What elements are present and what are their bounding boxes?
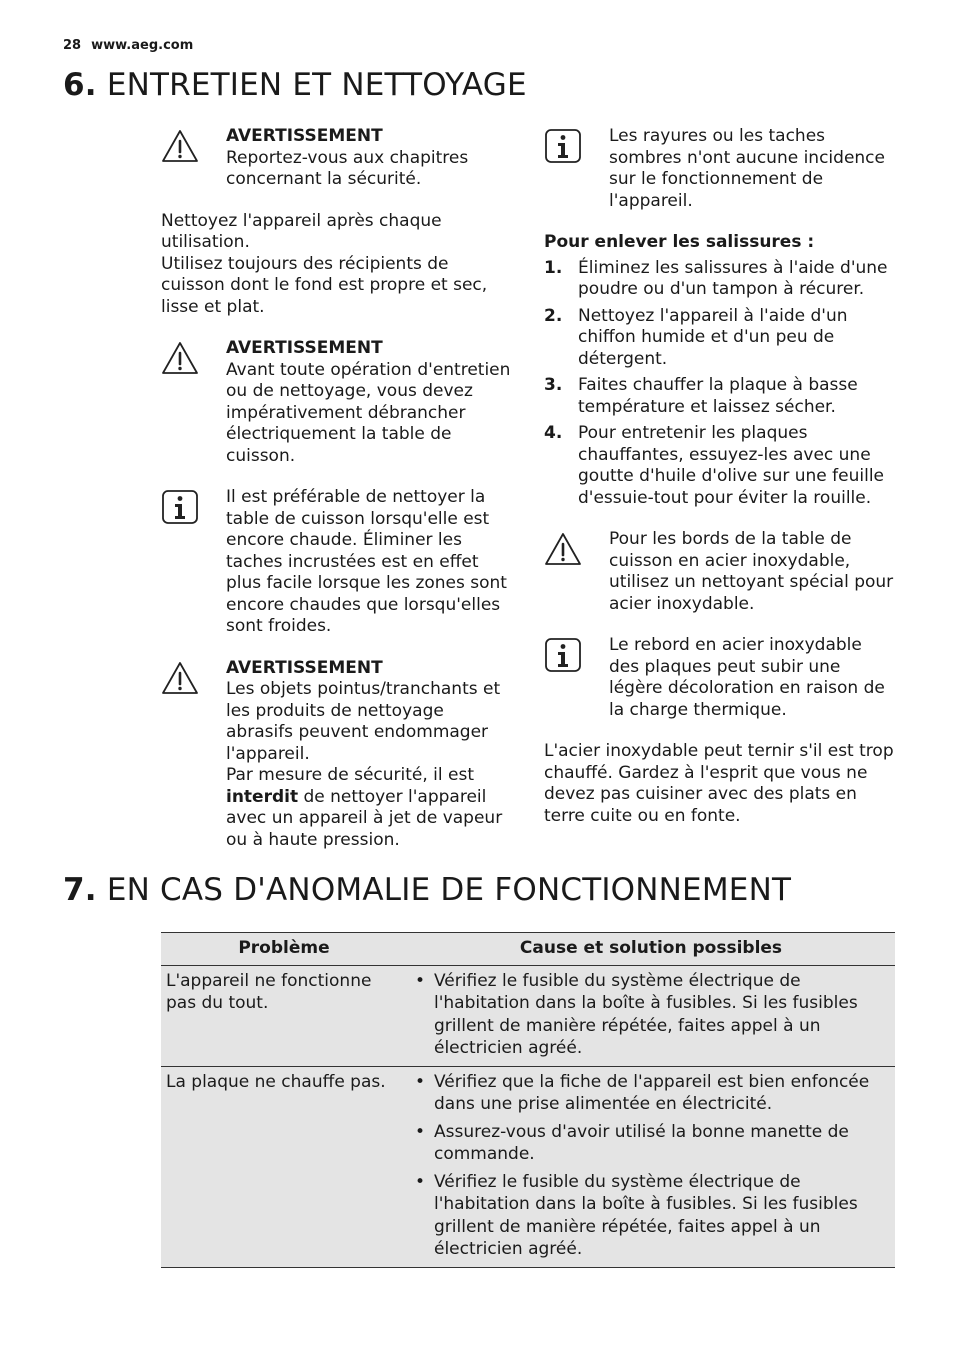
solution-item: • Assurez-vous d'avoir utilisé la bonne manette de commande. (412, 1121, 890, 1166)
list-item (544, 375, 896, 418)
step-number: 3. (544, 375, 563, 395)
warning-text-part: de nettoyer l'appareil avec un appareil à jet de vapeur ou à haute pression. (226, 786, 503, 850)
section-6-number: 6. (63, 67, 97, 103)
warning-text-part: Par mesure de sécurité, il est (226, 765, 474, 785)
list-item (544, 423, 896, 509)
list-item (544, 306, 896, 371)
step-number: 1. (544, 257, 563, 278)
header-url: www.aeg.com (91, 38, 194, 53)
info-note (544, 635, 896, 721)
warning-text: Les objets pointus/tranchants et les produits de nettoyage abrasifs peuvent endommager l'appareil. (226, 679, 501, 764)
column-header: Cause et solution possibles (407, 933, 895, 966)
section-6-title: ENTRETIEN ET NETTOYAGE (106, 67, 527, 103)
info-note (161, 487, 514, 638)
info-icon (544, 637, 582, 673)
warning-note (544, 529, 896, 615)
info-note (544, 126, 896, 212)
table-row (161, 1066, 895, 1267)
warning-icon (161, 128, 199, 164)
info-text: Le rebord en acier inoxydable des plaques peut subir une légère décoloration en raison de la charge thermique. (609, 635, 885, 720)
page-header (63, 38, 193, 53)
solution-item: • Vérifiez que la fiche de l'appareil est bien enfoncée dans une prise alimentée en électricité. (412, 1071, 890, 1116)
warning-icon (161, 660, 199, 696)
warning-note (161, 338, 514, 467)
paragraph: Utilisez toujours des récipients de cuisson dont le fond est propre et sec, lisse et plat. (161, 253, 488, 317)
warning-text: Reportez-vous aux chapitres concernant la sécurité. (226, 147, 469, 189)
left-column (161, 126, 514, 871)
warning-title: AVERTISSEMENT (226, 338, 383, 358)
troubleshooting-table (161, 932, 895, 1268)
page-number: 28 (63, 38, 82, 53)
table-header-row (161, 933, 895, 966)
section-7-heading (63, 872, 791, 908)
step-text: Éliminez les salissures à l'aide d'une poudre ou d'un tampon à récurer. (578, 257, 888, 299)
info-icon (544, 128, 582, 164)
right-column (544, 126, 896, 847)
solution-item: • Vérifiez le fusible du système électrique de l'habitation dans la boîte à fusibles. Si les fusibles grillent de manière répétée, faites appel à un électricien agréé. (412, 1171, 890, 1261)
warning-text-bold: interdit (226, 786, 299, 807)
table-row (161, 965, 895, 1066)
solution-cell (407, 965, 895, 1066)
section-7-title: EN CAS D'ANOMALIE DE FONCTIONNEMENT (106, 872, 792, 908)
problem-cell: L'appareil ne fonctionne pas du tout. (161, 965, 407, 1066)
section-6-heading (63, 67, 527, 103)
list-item (544, 258, 896, 301)
step-number: 4. (544, 423, 563, 443)
paragraph: L'acier inoxydable peut ternir s'il est trop chauffé. Gardez à l'esprit que vous ne devez pas cuisiner avec des plats en terre cuite ou en fonte. (544, 741, 894, 826)
paragraph: Nettoyez l'appareil après chaque utilisation. (161, 210, 442, 252)
step-text: Faites chauffer la plaque à basse température et laissez sécher. (578, 375, 858, 417)
warning-title: AVERTISSEMENT (226, 126, 383, 146)
solution-item: • Vérifiez le fusible du système électrique de l'habitation dans la boîte à fusibles. Si les fusibles grillent de manière répétée, faites appel à un électricien agréé. (412, 970, 890, 1060)
subheading: Pour enlever les salissures : (544, 232, 815, 252)
step-number: 2. (544, 305, 563, 326)
warning-note (161, 126, 514, 191)
info-icon (161, 489, 199, 525)
warning-icon (161, 340, 199, 376)
step-text: Pour entretenir les plaques chauffantes, essuyez-les avec une goutte d'huile d'olive sur une feuille d'essuie-tout pour éviter la rouille. (578, 423, 884, 508)
warning-icon (544, 531, 582, 567)
info-text: Il est préférable de nettoyer la table de cuisson lorsqu'elle est encore chaude. Éliminer les taches incrustées est en effet plus facile lorsque les zones sont encore chaudes que lorsqu'elles sont froides. (226, 487, 507, 636)
column-header: Problème (161, 933, 407, 966)
step-text: Nettoyez l'appareil à l'aide d'un chiffon humide et d'un peu de détergent. (578, 305, 848, 369)
section-7-number: 7. (63, 872, 97, 908)
warning-note (161, 658, 514, 852)
warning-text: Pour les bords de la table de cuisson en acier inoxydable, utilisez un nettoyant spécial pour acier inoxydable. (609, 529, 894, 614)
warning-text: Avant toute opération d'entretien ou de nettoyage, vous devez impérativement débrancher électriquement la table de cuisson. (226, 359, 511, 466)
warning-title: AVERTISSEMENT (226, 657, 383, 678)
solution-cell (407, 1066, 895, 1267)
steps-list (544, 258, 896, 510)
problem-cell: La plaque ne chauffe pas. (161, 1066, 407, 1267)
warning-text (226, 765, 514, 851)
info-text: Les rayures ou les taches sombres n'ont aucune incidence sur le fonctionnement de l'appareil. (609, 126, 885, 211)
